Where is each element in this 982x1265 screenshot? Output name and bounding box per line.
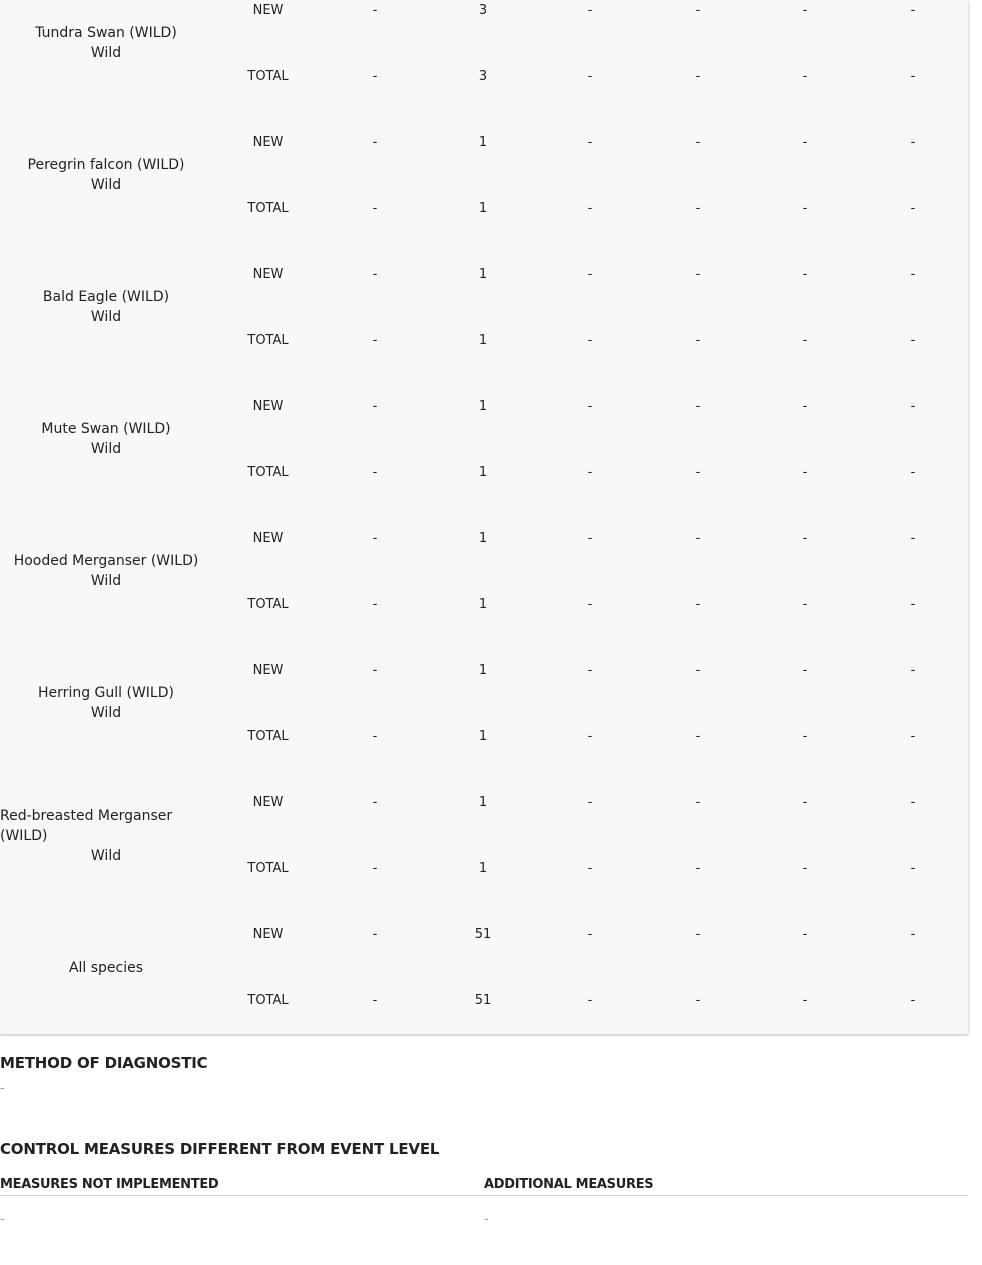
table-cell: - xyxy=(695,333,701,348)
measures-not-implemented-label: MEASURES NOT IMPLEMENTED xyxy=(0,1177,219,1192)
species-name: Mute Swan (WILD) xyxy=(41,421,171,437)
table-cell: - xyxy=(910,531,916,546)
control-measures-title: CONTROL MEASURES DIFFERENT FROM EVENT LEVEL xyxy=(0,1140,440,1158)
table-cell: - xyxy=(695,597,701,612)
measures-not-implemented-value: - xyxy=(0,1212,5,1227)
table-cell: - xyxy=(910,399,916,414)
row-type-label: TOTAL xyxy=(247,333,289,348)
species-category: Wild xyxy=(90,441,122,457)
table-cell: 1 xyxy=(478,663,488,678)
row-type-label: TOTAL xyxy=(247,729,289,744)
row-type-label: TOTAL xyxy=(247,465,289,480)
table-cell: - xyxy=(587,597,593,612)
table-cell: - xyxy=(695,267,701,282)
table-cell: 1 xyxy=(478,531,488,546)
table-cell: - xyxy=(802,795,808,810)
table-cell: 1 xyxy=(478,465,488,480)
table-cell: - xyxy=(695,3,701,18)
table-cell: - xyxy=(587,399,593,414)
table-cell: - xyxy=(910,3,916,18)
row-type-label: NEW xyxy=(252,135,284,150)
table-cell: - xyxy=(695,531,701,546)
species-name: Peregrin falcon (WILD) xyxy=(27,157,185,173)
table-cell: 1 xyxy=(478,135,488,150)
table-cell: - xyxy=(802,267,808,282)
table-cell: - xyxy=(372,861,378,876)
row-type-label: NEW xyxy=(252,399,284,414)
table-cell: - xyxy=(802,201,808,216)
table-cell: - xyxy=(802,333,808,348)
row-type-label: TOTAL xyxy=(247,597,289,612)
species-block xyxy=(0,274,968,480)
species-category: Wild xyxy=(90,573,122,589)
table-cell: 1 xyxy=(478,333,488,348)
species-name: All species xyxy=(68,960,144,976)
table-cell: - xyxy=(695,201,701,216)
table-cell: - xyxy=(587,333,593,348)
table-cell: - xyxy=(372,465,378,480)
table-cell: - xyxy=(802,729,808,744)
species-block xyxy=(0,670,968,876)
table-cell: - xyxy=(802,993,808,1008)
table-cell: - xyxy=(372,531,378,546)
table-cell: - xyxy=(910,597,916,612)
table-cell: - xyxy=(910,267,916,282)
table-cell: - xyxy=(372,795,378,810)
species-category: Wild xyxy=(90,848,122,864)
table-cell: - xyxy=(910,69,916,84)
table-cell: - xyxy=(587,531,593,546)
table-cell: - xyxy=(372,399,378,414)
table-cell: - xyxy=(587,663,593,678)
table-row-total xyxy=(0,991,968,1011)
table-cell: - xyxy=(372,333,378,348)
method-of-diagnostic-title: METHOD OF DIAGNOSTIC xyxy=(0,1054,208,1072)
table-cell: 1 xyxy=(478,267,488,282)
table-cell: 1 xyxy=(478,597,488,612)
species-name-cell xyxy=(0,958,212,978)
table-cell: 1 xyxy=(478,795,488,810)
table-cell: - xyxy=(372,729,378,744)
table-cell: - xyxy=(372,597,378,612)
table-cell: - xyxy=(372,135,378,150)
table-cell: - xyxy=(372,3,378,18)
table-cell: - xyxy=(372,267,378,282)
species-name: Bald Eagle (WILD) xyxy=(42,289,170,305)
table-cell: - xyxy=(910,135,916,150)
table-cell: - xyxy=(372,927,378,942)
table-cell: - xyxy=(587,927,593,942)
table-cell: - xyxy=(802,465,808,480)
table-cell: - xyxy=(587,69,593,84)
table-cell: - xyxy=(802,69,808,84)
table-cell: - xyxy=(695,927,701,942)
table-cell: - xyxy=(910,465,916,480)
row-type-label: NEW xyxy=(252,3,284,18)
species-block xyxy=(0,142,968,348)
table-cell: - xyxy=(802,3,808,18)
table-cell: - xyxy=(695,69,701,84)
table-cell: - xyxy=(695,729,701,744)
row-type-label: TOTAL xyxy=(247,69,289,84)
table-cell: - xyxy=(587,993,593,1008)
species-block xyxy=(0,538,968,744)
species-category: Wild xyxy=(90,177,122,193)
table-cell: - xyxy=(587,267,593,282)
table-cell: - xyxy=(587,729,593,744)
row-type-label: NEW xyxy=(252,663,284,678)
row-type-label: NEW xyxy=(252,927,284,942)
table-cell: 1 xyxy=(478,399,488,414)
species-category: Wild xyxy=(90,45,122,61)
table-cell: - xyxy=(910,927,916,942)
method-of-diagnostic-value: - xyxy=(0,1081,5,1096)
table-cell: 3 xyxy=(478,69,488,84)
table-cell: - xyxy=(587,201,593,216)
table-cell: - xyxy=(910,663,916,678)
row-type-label: NEW xyxy=(252,267,284,282)
table-cell: - xyxy=(587,795,593,810)
divider xyxy=(0,1195,968,1196)
table-cell: - xyxy=(587,135,593,150)
species-name: Herring Gull (WILD) xyxy=(38,685,174,701)
table-cell: - xyxy=(695,861,701,876)
table-cell: - xyxy=(802,399,808,414)
table-cell: - xyxy=(695,795,701,810)
table-cell: 1 xyxy=(478,729,488,744)
table-row-new xyxy=(0,925,968,945)
table-cell: - xyxy=(695,993,701,1008)
row-type-label: TOTAL xyxy=(247,201,289,216)
species-block xyxy=(0,0,968,84)
table-cell: - xyxy=(372,663,378,678)
additional-measures-label: ADDITIONAL MEASURES xyxy=(484,1177,654,1192)
row-type-label: TOTAL xyxy=(247,861,289,876)
table-cell: 3 xyxy=(478,3,488,18)
table-cell: - xyxy=(587,465,593,480)
row-type-label: TOTAL xyxy=(247,993,289,1008)
table-cell: - xyxy=(695,465,701,480)
table-cell: - xyxy=(587,861,593,876)
table-cell: - xyxy=(372,201,378,216)
table-cell: - xyxy=(910,861,916,876)
table-cell: 51 xyxy=(474,993,492,1008)
table-cell: - xyxy=(910,201,916,216)
table-cell: 1 xyxy=(478,861,488,876)
row-type-label: NEW xyxy=(252,531,284,546)
species-category: Wild xyxy=(90,309,122,325)
table-cell: - xyxy=(802,135,808,150)
table-cell: - xyxy=(372,69,378,84)
table-cell: - xyxy=(802,597,808,612)
table-cell: - xyxy=(802,531,808,546)
table-cell: - xyxy=(910,729,916,744)
table-cell: - xyxy=(695,399,701,414)
table-cell: - xyxy=(910,795,916,810)
row-type-label: NEW xyxy=(252,795,284,810)
table-cell: - xyxy=(372,993,378,1008)
table-cell: - xyxy=(910,333,916,348)
species-block xyxy=(0,10,968,216)
table-cell: - xyxy=(802,861,808,876)
species-block xyxy=(0,406,968,612)
table-cell: 1 xyxy=(478,201,488,216)
table-cell: - xyxy=(695,663,701,678)
table-cell: 51 xyxy=(474,927,492,942)
species-name: Red-breasted Merganser (WILD) xyxy=(0,808,173,844)
table-cell: - xyxy=(802,927,808,942)
species-category: Wild xyxy=(90,705,122,721)
species-block-all xyxy=(0,802,968,1008)
table-cell: - xyxy=(695,135,701,150)
table-cell: - xyxy=(910,993,916,1008)
table-cell: - xyxy=(802,663,808,678)
additional-measures-value: - xyxy=(484,1212,489,1227)
species-name: Hooded Merganser (WILD) xyxy=(13,553,199,569)
table-cell: - xyxy=(587,3,593,18)
species-name: Tundra Swan (WILD) xyxy=(35,25,177,41)
